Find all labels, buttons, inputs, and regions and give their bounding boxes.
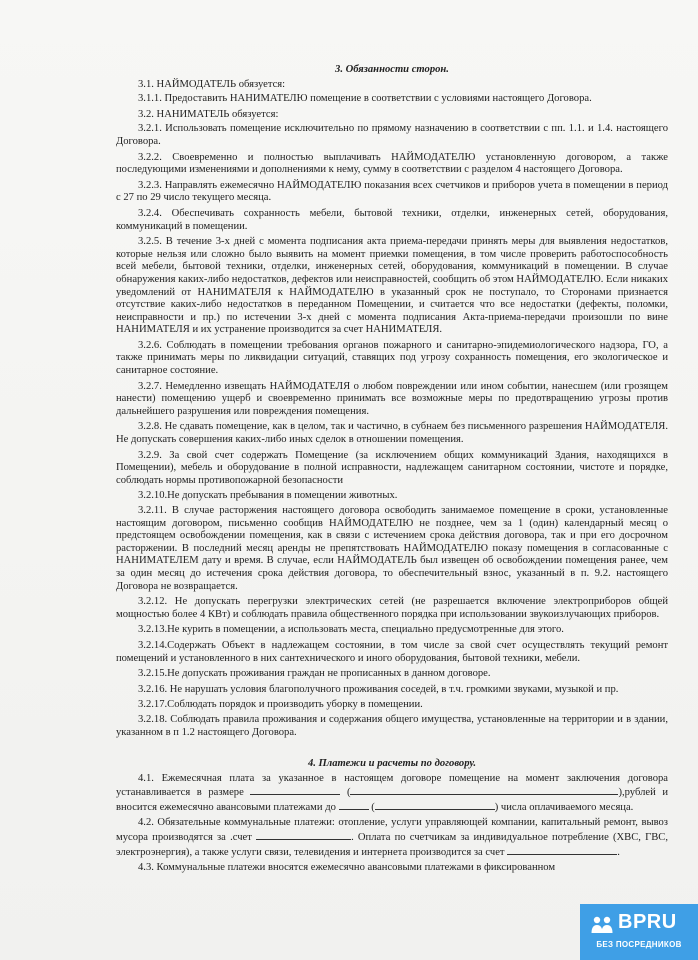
p42-text-b: . Оплата по счетчикам за индивидуальное потребление (ХВС, ГВС, электроэнергия), а также услуги связи, телевидения и интернета производится за счет	[116, 832, 668, 858]
section-3-paragraph: 3.2.16. Не нарушать условия благополучного проживания соседей, в т.ч. громкими звуками, музыкой и пр.	[138, 683, 619, 695]
paragraph-4-1	[116, 773, 668, 815]
section-3-body	[116, 79, 668, 740]
contract-text	[116, 64, 668, 878]
p41-text-b: (	[346, 787, 351, 799]
section-3-paragraph: 3.2.3. Направлять ежемесячно НАЙМОДАТЕЛЮ показания всех счетчиков и приборов учета в помещении в период с 27 по 29 число текущего месяца.	[116, 179, 668, 204]
p41-text-f: ) числа оплачиваемого месяца.	[494, 801, 634, 813]
section-3-paragraph: 3.2.1. Использовать помещение исключительно по прямому назначению в соответствии с пп. 1.1. и 1.4. настоящего Договора.	[116, 123, 668, 147]
p41-text-c: ),рублей	[618, 787, 656, 799]
p41-text-a: 4.1. Ежемесячная плата за указанное в настоящем договоре помещение на момент заключения договора устанавливается в размере	[116, 772, 668, 799]
brand-name: BPRU	[618, 911, 677, 933]
section-3-paragraph: 3.2. НАНИМАТЕЛЬ обязуется:	[138, 108, 279, 120]
pay-day-words-blank	[375, 800, 495, 810]
section-3-paragraph: 3.2.13.Не курить в помещении, а использовать места, специально предусмотренные для этого.	[138, 624, 564, 636]
section-3-paragraph: 3.2.10.Не допускать пребывания в помещении животных.	[138, 490, 398, 502]
rent-amount-blank	[250, 785, 340, 795]
section-3-paragraph: 3.2.12. Не допускать перегрузки электрических сетей (не разрешается включение электроприборов общей мощностью более 4 КВт) и соблюдать правила общественного порядка при использовании звукоизлучающих приборов.	[116, 596, 668, 620]
section-3-paragraph: 3.2.18. Соблюдать правила проживания и содержания общего имущества, установленные на территории и в здании, указанном в п 1.2 настоящего Договора.	[116, 713, 668, 738]
section-3-paragraph: 3.2.4. Обеспечивать сохранность мебели, бытовой техники, отделки, инженерных сетей, оборудования, коммуникаций в помещении.	[116, 207, 668, 232]
section-3-paragraph: 3.1.1. Предоставить НАНИМАТЕЛЮ помещение в соответствии с условиями настоящего Договора.	[138, 93, 592, 105]
bpru-logo-watermark	[580, 904, 698, 960]
section-3-title: 3. Обязанности сторон.	[335, 64, 449, 75]
p42-text-c: .	[617, 846, 620, 858]
paragraph-4-3: 4.3. Коммунальные платежи вносятся ежемесячно авансовыми платежами в фиксированном	[138, 862, 556, 874]
section-3-paragraph: 3.2.5. В течение 3-х дней с момента подписания акта приема-передачи принять меры для выявления недостатков, которые нельзя или сложно было выявить на момент приемки помещения, в том числе проверить работоспособность всей мебели, бытовой техники, отделки, инженерных сетей, оборудования, коммуникаций в помещении. В случае обнаружения каких-либо недостатков, дефектов или неисправностей, сообщить об этом НАЙМОДАТЕЛЮ. Если никаких уведомлений от НАНИМАТЕЛЯ к НАЙМОДАТЕЛЮ в указанный срок не поступало, то Сторонами признается отсутствие каких-либо недостатков в переданном Помещении, и считается что все недостатки (дефекты, поломки, неисправности и пр.) по истечении 3-х дней с момента подписания Акта-приема-передачи произошли по вине НАНИМАТЕЛЯ и их устранение производится за счет НАНИМАТЕЛЯ.	[116, 236, 668, 336]
meters-payer-blank	[507, 845, 617, 855]
section-3-paragraph: 3.2.11. В случае расторжения настоящего договора освободить занимаемое помещение в сроки, установленные настоящим договором, письменно сообщив НАЙМОДАТЕЛЮ не позднее, чем за 1 (один) календарный месяц о предстоящем освобождении помещения, как в связи с истечением срока действия договора, так и при его досрочном расторжении. В последний месяц аренды не препятствовать НАЙМОДАТЕЛЮ показу помещения в согласованные с НАНИМАТЕЛЕМ дату и время. В случае, если НАЙМОДАТЕЛЬ был извещен об освобождении помещения ранее, чем за один месяц до истечения срока действия договора, то обеспечительный взнос, указанный в п. 9.2. настоящего Договора не возвращается.	[116, 505, 668, 592]
section-3-paragraph: 3.2.8. Не сдавать помещение, как в целом, так и частично, в субнаем без письменного разрешения НАЙМОДАТЕЛЯ. Не допускать совершения каких-либо иных сделок в отношении помещения.	[116, 421, 668, 446]
rent-amount-words-blank	[350, 785, 618, 795]
section-3-paragraph: 3.2.7. Немедленно извещать НАЙМОДАТЕЛЯ о любом повреждении или ином событии, нанесшем (или грозящем нанести) помещению ущерб и своевременно принимать все возможные меры по предотвращению угрозы против дальнейшего разрушения или повреждения помещения.	[116, 380, 668, 417]
paragraph-4-2	[116, 817, 668, 859]
p42-text-a: 4.2. Обязательные коммунальные платежи: отопление, услуги управляющей компании, капитальный ремонт, вывоз мусора производятся за .счет	[116, 817, 668, 844]
p41-text-d: и вносится ежемесячно авансовыми платежами до	[116, 787, 668, 813]
section-3-paragraph: 3.2.6. Соблюдать в помещении требования органов пожарного и санитарно-эпидемиологического надзора, ГО, а также принимать меры по ликвидации ситуаций, ставящих под угрозу сохранность помещения, его экологическое и санитарное состояние.	[116, 339, 668, 377]
section-3-paragraph: 3.2.9. За свой счет содержать Помещение (за исключением общих коммуникаций Здания, находящихся в Помещении), мебель и оборудование в полной исправности, надлежащем санитарном состоянии, чистоте и порядке, соблюдать нормы противопожарной безопасности	[116, 449, 668, 486]
people-icon	[590, 913, 614, 937]
section-3-paragraph: 3.2.14.Содержать Объект в надлежащем состоянии, в том числе за свой счет осуществлять текущий ремонт помещений и установленного в них сантехнического и иного оборудования, бытовой техники, мебели.	[116, 639, 668, 664]
section-3-paragraph: 3.2.2. Своевременно и полностью выплачивать НАЙМОДАТЕЛЮ установленную договором, а также последующими изменениями и дополнениями к нему, сумму в соответствии с разделом 4 настоящего Договора.	[116, 151, 668, 176]
section-3-paragraph: 3.2.17.Соблюдать порядок и производить уборку в помещении.	[138, 699, 423, 711]
section-3-paragraph: 3.1. НАЙМОДАТЕЛЬ обязуется:	[138, 78, 286, 90]
utilities-payer-blank	[256, 830, 351, 840]
p41-text-e: (	[371, 801, 375, 813]
pay-day-blank	[339, 800, 369, 810]
section-4-title: 4. Платежи и расчеты по договору.	[307, 758, 477, 770]
section-3-paragraph: 3.2.15.Не допускать проживания граждан не прописанных в данном договоре.	[138, 668, 491, 680]
brand-tagline: БЕЗ ПОСРЕДНИКОВ	[596, 940, 682, 949]
